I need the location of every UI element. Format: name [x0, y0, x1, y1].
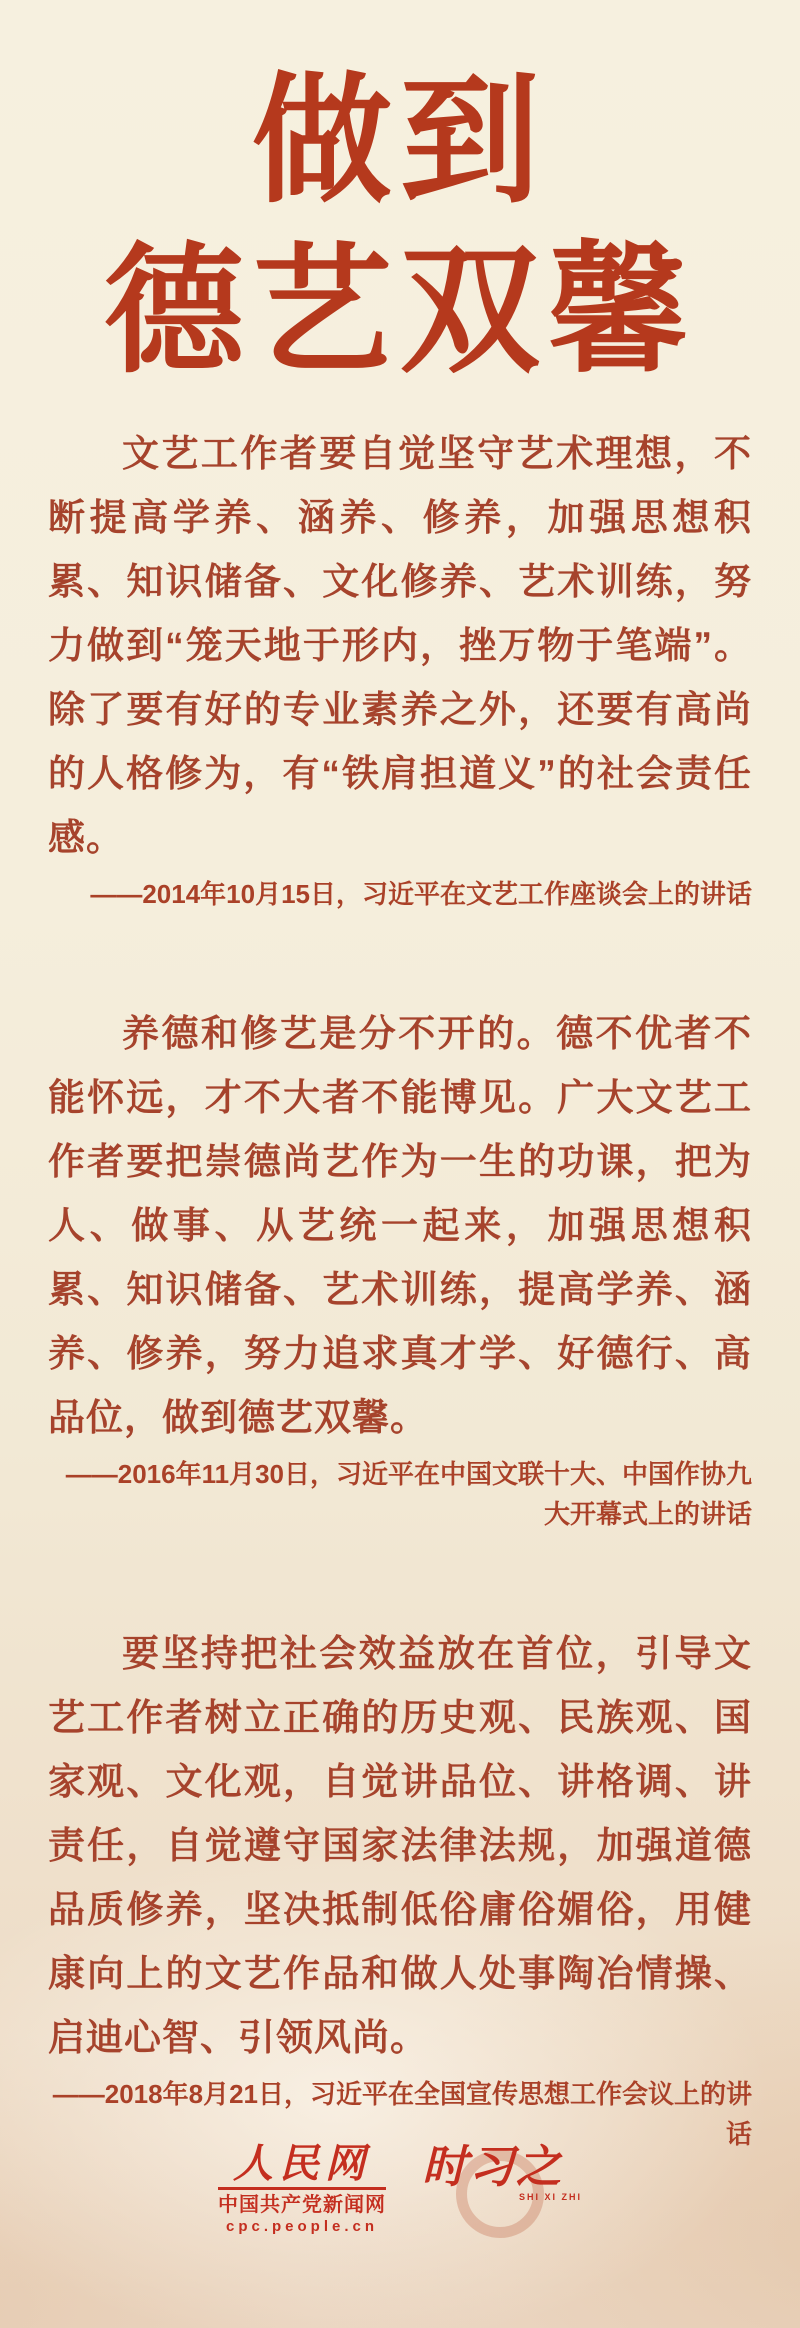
- quote-attribution: ——2014年10月15日，习近平在文艺工作座谈会上的讲话: [90, 879, 752, 909]
- cpc-news-url: cpc.people.cn: [225, 2218, 379, 2235]
- poster-title-line2: 德艺双馨: [103, 235, 696, 390]
- poster-title-line1: 做到: [251, 65, 548, 220]
- logo-underline: [218, 2187, 386, 2190]
- poster-title: [0, 0, 800, 398]
- quote-text: 养德和修艺是分不开的。德不优者不能怀远，才不大者不能博见。广大文艺工作者要把崇德尚艺作为一生的功课，把为人、做事、从艺统一起来，加强思想积累、知识储备、艺术训练，提高学养、涵养、修养，努力追求真才学、好德行、高品位，做到德艺双馨。: [48, 1013, 752, 1438]
- quote-block-2: [48, 1002, 752, 1534]
- shixizhi-logo: [422, 2142, 582, 2242]
- quote-block-3: [48, 1622, 752, 2154]
- quote-text: 文艺工作者要自觉坚守艺术理想，不断提高学养、涵养、修养，加强思想积累、知识储备、文化修养、艺术训练，努力做到“笼天地于形内，挫万物于笔端”。除了要有好的专业素养之外，还要有高尚的人格修为，有“铁肩担道义”的社会责任感。: [48, 433, 752, 858]
- footer-logos: [0, 2142, 800, 2242]
- peoples-daily-online-logo: [218, 2142, 386, 2236]
- quotes-section: [48, 422, 752, 2154]
- quote-attribution: ——2018年8月21日，习近平在全国宣传思想工作会议上的讲话: [52, 2079, 752, 2149]
- shixizhi-pinyin: SHI XI ZHI: [518, 2192, 582, 2202]
- peoples-daily-wordmark: 人民网: [233, 2140, 371, 2187]
- cpc-news-site-name: 中国共产党新闻网: [218, 2194, 386, 2216]
- shixizhi-wordmark: 时习之: [422, 2141, 564, 2192]
- quote-block-1: [48, 422, 752, 914]
- quote-text: 要坚持把社会效益放在首位，引导文艺工作者树立正确的历史观、民族观、国家观、文化观，自觉讲品位、讲格调、讲责任，自觉遵守国家法律法规，加强道德品质修养，坚决抵制低俗庸俗媚俗，用健康向上的文艺作品和做人处事陶冶情操、启迪心智、引领风尚。: [48, 1633, 752, 2058]
- quote-attribution: ——2016年11月30日，习近平在中国文联十大、中国作协九大开幕式上的讲话: [65, 1459, 752, 1529]
